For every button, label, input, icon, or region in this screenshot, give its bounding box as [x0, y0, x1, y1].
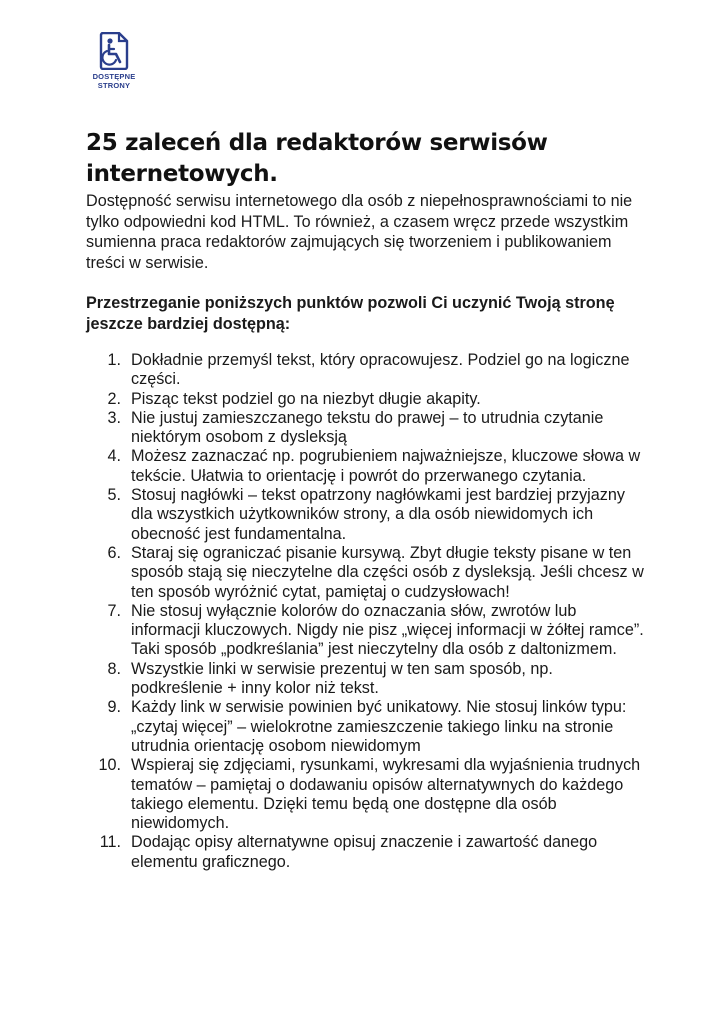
list-item-text: Nie justuj zamieszczanego tekstu do prawej – to utrudnia czytanie niektórym osobom z dysleksją	[131, 408, 604, 447]
list-item-number: 8.	[107, 659, 121, 678]
list-item-number: 11.	[99, 833, 121, 852]
list-item	[86, 660, 646, 699]
list-item-text: Stosuj nagłówki – tekst opatrzony nagłówkami jest bardziej przyjazny dla wszystkich użytkowników strony, a dla osób niewidomych ich obecność jest fundamentalna.	[131, 486, 625, 543]
list-item	[86, 544, 646, 602]
list-item	[86, 602, 646, 660]
list-item	[86, 409, 646, 448]
list-item-text: Pisząc tekst podziel go na niezbyt długie akapity.	[131, 389, 481, 408]
recommendations-list	[86, 351, 646, 872]
logo	[84, 32, 144, 90]
intro-paragraph: Dostępność serwisu internetowego dla osób z niepełnosprawnościami to nie tylko odpowiedni kod HTML. To również, a czasem wręcz przede wszystkim sumienna praca redaktorów zajmujących się tworzeniem i publikowaniem treści w serwisie.	[86, 192, 633, 272]
list-item-number: 4.	[107, 447, 121, 466]
list-item-text: Każdy link w serwisie powinien być unikatowy. Nie stosuj linków typu: „czytaj więcej” – wielokrotne zamieszczenie takiego linku na stronie utrudnia orientację osobom niewidomym	[131, 698, 627, 755]
accessible-document-icon	[99, 32, 129, 70]
list-item	[86, 447, 646, 486]
list-item-number: 1.	[107, 351, 121, 369]
list-item-text: Dodając opisy alternatywne opisuj znaczenie i zawartość danego elementu graficznego.	[131, 833, 598, 871]
list-item	[86, 698, 646, 756]
list-item-text: Możesz zaznaczać np. pogrubieniem najważniejsze, kluczowe słowa w tekście. Ułatwia to orientację i powrót do przerwanego czytania.	[131, 447, 641, 485]
list-item-number: 7.	[107, 601, 121, 620]
list-item-number: 2.	[107, 389, 121, 408]
list-lead-in: Przestrzeganie poniższych punktów pozwoli Ci uczynić Twoją stronę jeszcze bardziej dostępną:	[86, 294, 615, 333]
list-item	[86, 833, 646, 872]
list-item-text: Wspieraj się zdjęciami, rysunkami, wykresami dla wyjaśnienia trudnych tematów – pamiętaj o dodawaniu opisów alternatywnych do każdego takiego elementu. Dzięki temu będą one dostępne dla osób niewidomych.	[131, 756, 641, 833]
list-item	[86, 486, 646, 544]
list-item-text: Staraj się ograniczać pisanie kursywą. Zbyt długie teksty pisane w ten sposób stają się nieczytelne dla części osób z dysleksją. Jeśli chcesz w ten sposób wyróżnić cytat, pamiętaj o cudzysłowach!	[131, 543, 644, 601]
logo-text-line1: DOSTĘPNE	[92, 72, 136, 81]
list-item-number: 9.	[107, 698, 121, 717]
logo-text-line2: STRONY	[97, 81, 131, 90]
list-item	[86, 390, 646, 409]
list-item	[86, 351, 646, 390]
list-item	[86, 756, 646, 833]
document-title: 25 zaleceń dla redaktorów serwisów internetowych.	[86, 130, 548, 187]
document-content	[86, 128, 646, 872]
list-item-number: 3.	[107, 408, 121, 427]
list-item-number: 6.	[107, 543, 121, 562]
list-item-number: 10.	[98, 756, 121, 775]
list-item-number: 5.	[107, 486, 121, 505]
list-item-text: Nie stosuj wyłącznie kolorów do oznaczania słów, zwrotów lub informacji kluczowych. Nigdy nie pisz „więcej informacji w żółtej ramce”. Taki sposób „podkreślania” jest nieczytelny dla osób z daltonizmem.	[131, 601, 644, 659]
list-item-text: Wszystkie linki w serwisie prezentuj w ten sam sposób, np. podkreślenie + inny kolor niż tekst.	[131, 659, 553, 698]
list-item-text: Dokładnie przemyśl tekst, który opracowujesz. Podziel go na logiczne części.	[131, 351, 630, 389]
